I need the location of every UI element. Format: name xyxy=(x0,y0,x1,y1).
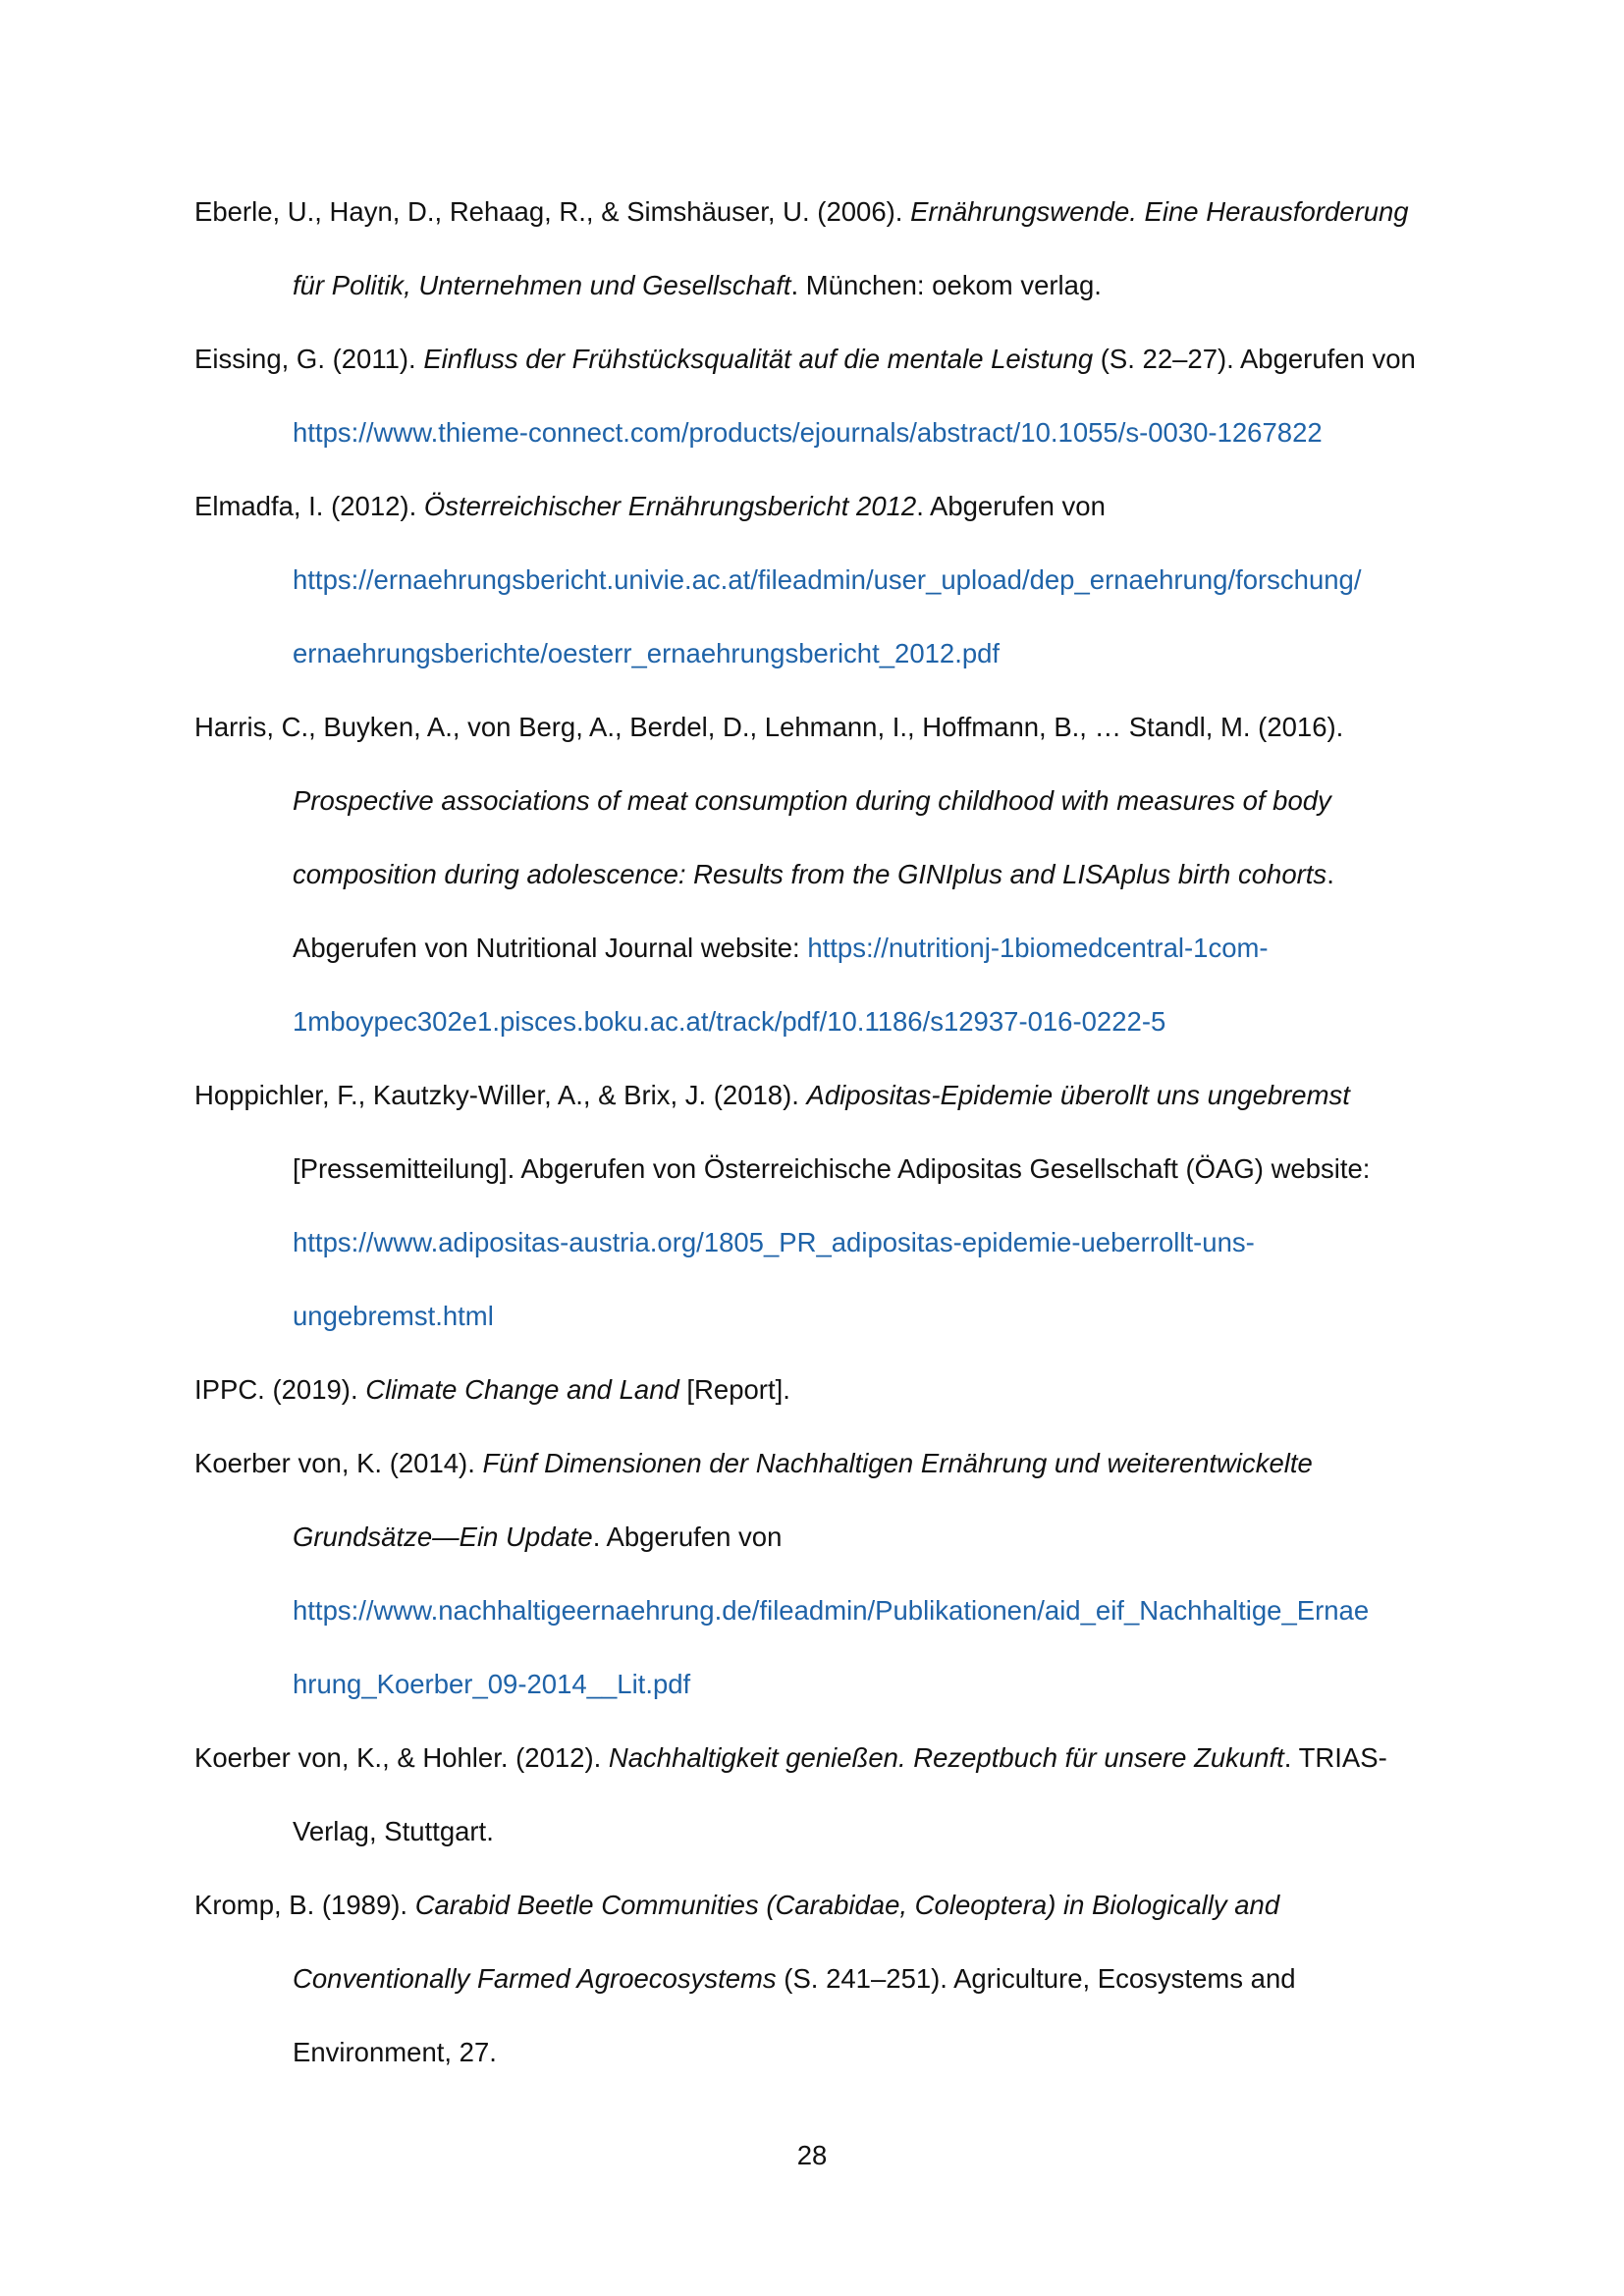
reference-url-link[interactable]: ungebremst.html xyxy=(293,1301,494,1331)
reference-first-line xyxy=(194,489,1106,524)
reference-continuation-line xyxy=(293,562,1362,598)
reference-text: (S. 241–251). Agriculture, Ecosystems and xyxy=(776,1963,1296,1994)
reference-text: . Abgerufen von xyxy=(592,1522,783,1552)
reference-continuation-line xyxy=(293,268,1102,303)
reference-text: Abgerufen von Nutritional Journal website: xyxy=(293,933,808,963)
reference-title: Climate Change and Land xyxy=(365,1374,679,1405)
reference-text: . München: oekom verlag. xyxy=(790,270,1102,300)
reference-url-link[interactable]: https://ernaehrungsbericht.univie.ac.at/fileadmin/user_upload/dep_ernaehrung/forschung/ xyxy=(293,564,1362,595)
reference-text: . xyxy=(1326,859,1334,889)
reference-text: . Abgerufen von xyxy=(916,491,1106,521)
reference-url-link[interactable]: https://nutritionj-1biomedcentral-1com- xyxy=(807,933,1269,963)
reference-url-link[interactable]: ernaehrungsberichte/oesterr_ernaehrungsbericht_2012.pdf xyxy=(293,638,1001,668)
reference-title: Nachhaltigkeit genießen. Rezeptbuch für unsere Zukunft xyxy=(608,1742,1284,1773)
reference-continuation-line xyxy=(293,1151,1370,1187)
reference-text: Kromp, B. (1989). xyxy=(194,1890,415,1920)
reference-title: Adipositas-Epidemie überollt uns ungebremst xyxy=(806,1080,1350,1110)
reference-continuation-line xyxy=(293,1961,1296,1997)
reference-text: (S. 22–27). Abgerufen von xyxy=(1093,344,1416,374)
reference-continuation-line xyxy=(293,931,1269,966)
reference-title: Grundsätze—Ein Update xyxy=(293,1522,593,1552)
reference-continuation-line xyxy=(293,783,1331,819)
reference-text: [Pressemitteilung]. Abgerufen von Österreichische Adipositas Gesellschaft (ÖAG) website: xyxy=(293,1153,1371,1184)
reference-text: Eberle, U., Hayn, D., Rehaag, R., & Simshäuser, U. (2006). xyxy=(194,196,911,227)
reference-text: Verlag, Stuttgart. xyxy=(293,1816,494,1846)
reference-continuation-line xyxy=(293,1520,782,1555)
reference-url-link[interactable]: https://www.thieme-connect.com/products/ejournals/abstract/10.1055/s-0030-1267822 xyxy=(293,417,1323,448)
reference-continuation-line xyxy=(293,1593,1369,1629)
reference-text: [Report]. xyxy=(678,1374,790,1405)
reference-first-line xyxy=(194,1078,1350,1113)
reference-continuation-line xyxy=(293,1814,494,1849)
reference-text: Koerber von, K. (2014). xyxy=(194,1448,483,1478)
reference-title: composition during adolescence: Results from the GINIplus and LISAplus birth cohorts xyxy=(293,859,1327,889)
reference-text: Elmadfa, I. (2012). xyxy=(194,491,424,521)
reference-text: Harris, C., Buyken, A., von Berg, A., Berdel, D., Lehmann, I., Hoffmann, B., … Standl, M. (2016). xyxy=(194,712,1344,742)
reference-title: Prospective associations of meat consumption during childhood with measures of body xyxy=(293,785,1331,816)
reference-url-link[interactable]: 1mboypec302e1.pisces.boku.ac.at/track/pdf/10.1186/s12937-016-0222-5 xyxy=(293,1006,1166,1037)
reference-first-line xyxy=(194,342,1416,377)
reference-url-link[interactable]: hrung_Koerber_09-2014__Lit.pdf xyxy=(293,1669,691,1699)
reference-title: Conventionally Farmed Agroecosystems xyxy=(293,1963,777,1994)
reference-first-line xyxy=(194,710,1343,745)
page-number: 28 xyxy=(796,2140,828,2170)
reference-first-line xyxy=(194,1740,1387,1776)
reference-continuation-line xyxy=(293,636,1000,671)
reference-title: Carabid Beetle Communities (Carabidae, Coleoptera) in Biologically and xyxy=(414,1890,1280,1920)
reference-text: . TRIAS- xyxy=(1283,1742,1387,1773)
reference-continuation-line xyxy=(293,1004,1165,1040)
reference-text: IPPC. (2019). xyxy=(194,1374,366,1405)
reference-first-line xyxy=(194,1372,790,1408)
reference-text: Koerber von, K., & Hohler. (2012). xyxy=(194,1742,609,1773)
reference-title: Fünf Dimensionen der Nachhaltigen Ernährung und weiterentwickelte xyxy=(482,1448,1313,1478)
reference-continuation-line xyxy=(293,1225,1255,1260)
reference-title: für Politik, Unternehmen und Gesellschaft xyxy=(293,270,791,300)
reference-continuation-line xyxy=(293,2035,497,2070)
reference-text: Hoppichler, F., Kautzky-Willer, A., & Brix, J. (2018). xyxy=(194,1080,807,1110)
reference-title: Einfluss der Frühstücksqualität auf die mentale Leistung xyxy=(423,344,1094,374)
reference-url-link[interactable]: https://www.adipositas-austria.org/1805_PR_adipositas-epidemie-ueberrollt-uns- xyxy=(293,1227,1255,1257)
reference-url-link[interactable]: https://www.nachhaltigeernaehrung.de/fileadmin/Publikationen/aid_eif_Nachhaltige_Ernae xyxy=(293,1595,1370,1626)
reference-title: Ernährungswende. Eine Herausforderung xyxy=(910,196,1409,227)
reference-continuation-line xyxy=(293,1667,690,1702)
reference-first-line xyxy=(194,1446,1313,1481)
reference-continuation-line xyxy=(293,415,1323,451)
reference-text: Eissing, G. (2011). xyxy=(194,344,424,374)
reference-first-line xyxy=(194,194,1409,230)
reference-continuation-line xyxy=(293,1299,494,1334)
reference-first-line xyxy=(194,1888,1279,1923)
reference-title: Österreichischer Ernährungsbericht 2012 xyxy=(423,491,917,521)
reference-text: Environment, 27. xyxy=(293,2037,497,2067)
reference-continuation-line xyxy=(293,857,1334,892)
